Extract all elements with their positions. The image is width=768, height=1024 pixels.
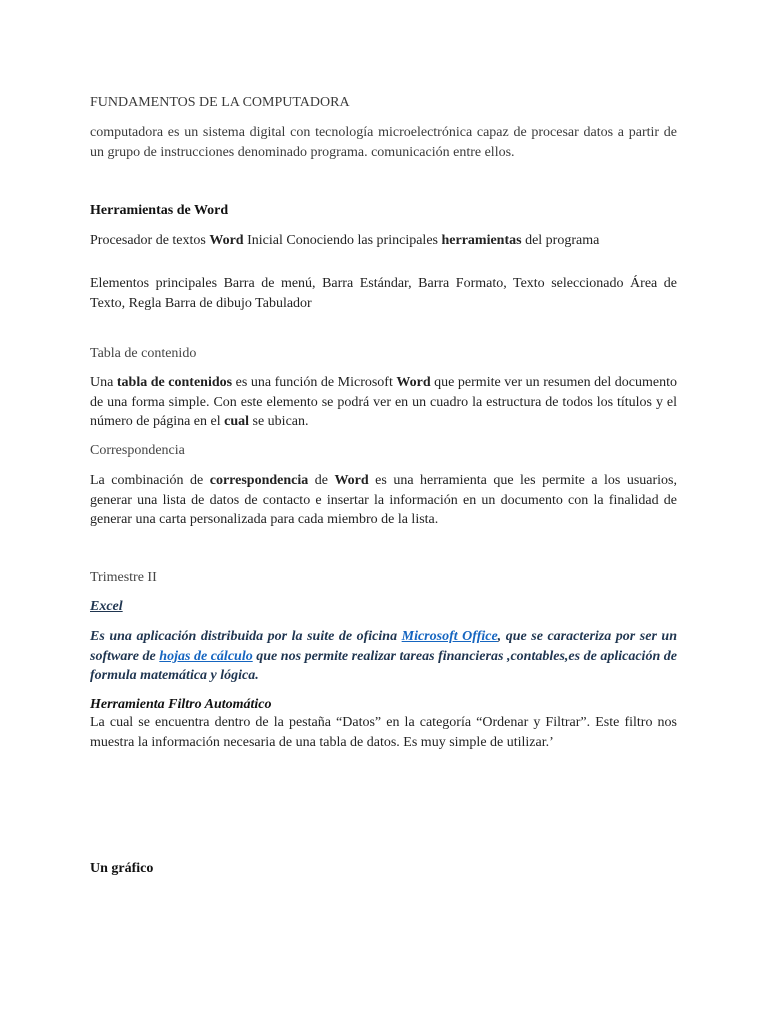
correspondence-paragraph — [90, 471, 677, 530]
chart-heading: Un gráfico — [90, 861, 154, 876]
text-run: que permite ver un resumen del documento de una forma simple. Con este elemento se podrá ver en un cuadro la estructura de todos los títulos y el número de página en el — [90, 375, 678, 429]
text-run: que nos permite realizar tareas financieras ,contables,es de aplicación de formula matemática y lógica. — [90, 648, 677, 683]
text-run: , que se caracteriza por ser un software de — [90, 629, 678, 664]
toc-heading: Tabla de contenido — [90, 346, 197, 361]
bold-run: Word — [396, 375, 431, 390]
text-run: Es una aplicación distribuida por la suite de oficina — [90, 629, 402, 644]
intro-paragraph: computadora es un sistema digital con tecnología microelectrónica capaz de procesar datos a partir de un grupo de instrucciones denominado programa. comunicación entre ellos. — [90, 125, 677, 160]
bold-run: Word — [334, 473, 369, 488]
autofilter-paragraph: La cual se encuentra dentro de la pestaña “Datos” en la categoría “Ordenar y Filtrar”. Este filtro nos muestra la información necesaria de una tabla de datos. Es muy simple de utilizar.’ — [90, 715, 677, 750]
text-run: del programa — [521, 233, 600, 248]
word-tools-heading: Herramientas de Word — [90, 203, 229, 218]
document-title: FUNDAMENTOS DE LA COMPUTADORA — [90, 95, 350, 110]
text-run: es una función de Microsoft — [232, 375, 397, 390]
text-run: La combinación de — [90, 473, 210, 488]
excel-heading: Excel — [90, 599, 123, 614]
text-run: se ubican. — [249, 414, 309, 429]
text-run: Procesador de textos — [90, 233, 210, 248]
text-run: Una — [90, 375, 117, 390]
spreadsheet-link[interactable]: hojas de cálculo — [159, 648, 253, 664]
word-intro-line — [90, 231, 677, 251]
trimester-heading: Trimestre II — [90, 570, 157, 585]
elements-paragraph: Elementos principales Barra de menú, Barra Estándar, Barra Formato, Texto seleccionado Área de Texto, Regla Barra de dibujo Tabulador — [90, 276, 677, 311]
bold-run: correspondencia — [209, 473, 309, 488]
microsoft-office-link[interactable]: Microsoft Office — [401, 629, 498, 644]
text-run: Inicial Conociendo las principales — [243, 233, 442, 248]
bold-run: cual — [224, 414, 250, 429]
autofilter-heading: Herramienta Filtro Automático — [90, 697, 272, 712]
correspondence-heading: Correspondencia — [90, 443, 185, 458]
bold-run: Word — [209, 233, 244, 248]
bold-run: tabla de contenidos — [116, 375, 233, 390]
excel-paragraph — [90, 627, 677, 686]
text-run: es una herramienta que les permite a los usuarios, generar una lista de datos de contacto e insertar la información en un documento con la finalidad de generar una carta personalizada para cada miembro de la lista. — [90, 473, 677, 527]
toc-paragraph — [90, 373, 677, 432]
text-run: de — [308, 473, 335, 488]
bold-run: herramientas — [441, 233, 522, 248]
